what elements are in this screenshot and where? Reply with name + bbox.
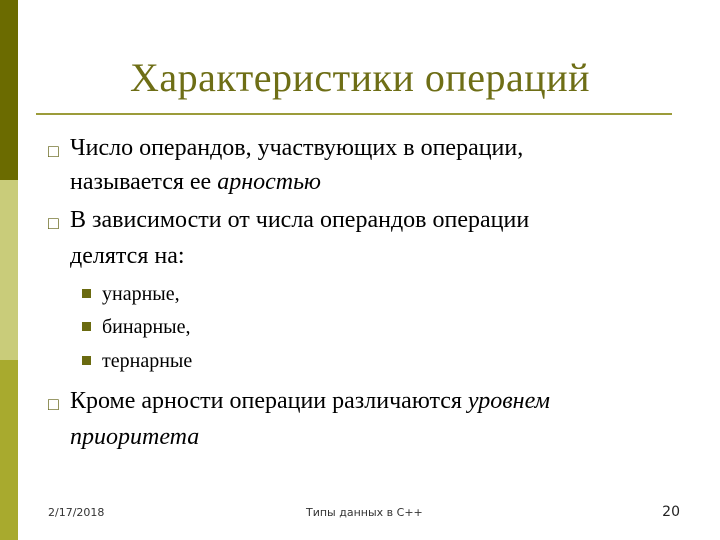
filled-square-bullet-icon (82, 322, 91, 331)
sub-item-ternary: тернарные (102, 350, 193, 372)
filled-square-bullet-icon (82, 356, 91, 365)
sub-item-unary: унарные, (102, 283, 180, 305)
bullet-3-line-1-text: Кроме арности операции различаются (70, 388, 468, 414)
title-underline (36, 113, 672, 115)
bullet-1-line-2 (70, 164, 321, 200)
left-bar-top (0, 0, 18, 180)
square-outline-bullet-icon: □ (48, 213, 59, 233)
bullet-2-line-1: В зависимости от числа операндов операции (70, 207, 530, 233)
left-bar-bottom (0, 360, 18, 540)
sub-item-binary: бинарные, (102, 316, 191, 338)
bullet-3-emphasis-1: уровнем (467, 388, 550, 414)
footer-date: 2/17/2018 (48, 506, 105, 519)
slide-title: Характеристики операций (129, 55, 591, 100)
footer-title: Типы данных в С++ (306, 506, 423, 519)
bullet-1-line-1: Число операндов, участвующих в операции, (70, 135, 524, 161)
bullet-1-emphasis: арностью (217, 169, 321, 195)
page-number: 20 (662, 504, 680, 520)
bullet-3-line-1 (70, 383, 550, 419)
bullet-3-line-2: приоритета (70, 424, 200, 450)
filled-square-bullet-icon (82, 289, 91, 298)
square-outline-bullet-icon: □ (48, 141, 59, 161)
bullet-1-line-2-text: называется ее (70, 169, 218, 195)
bullet-2-line-2: делятся на: (70, 243, 185, 269)
left-bar-middle (0, 180, 18, 360)
square-outline-bullet-icon: □ (48, 394, 59, 414)
